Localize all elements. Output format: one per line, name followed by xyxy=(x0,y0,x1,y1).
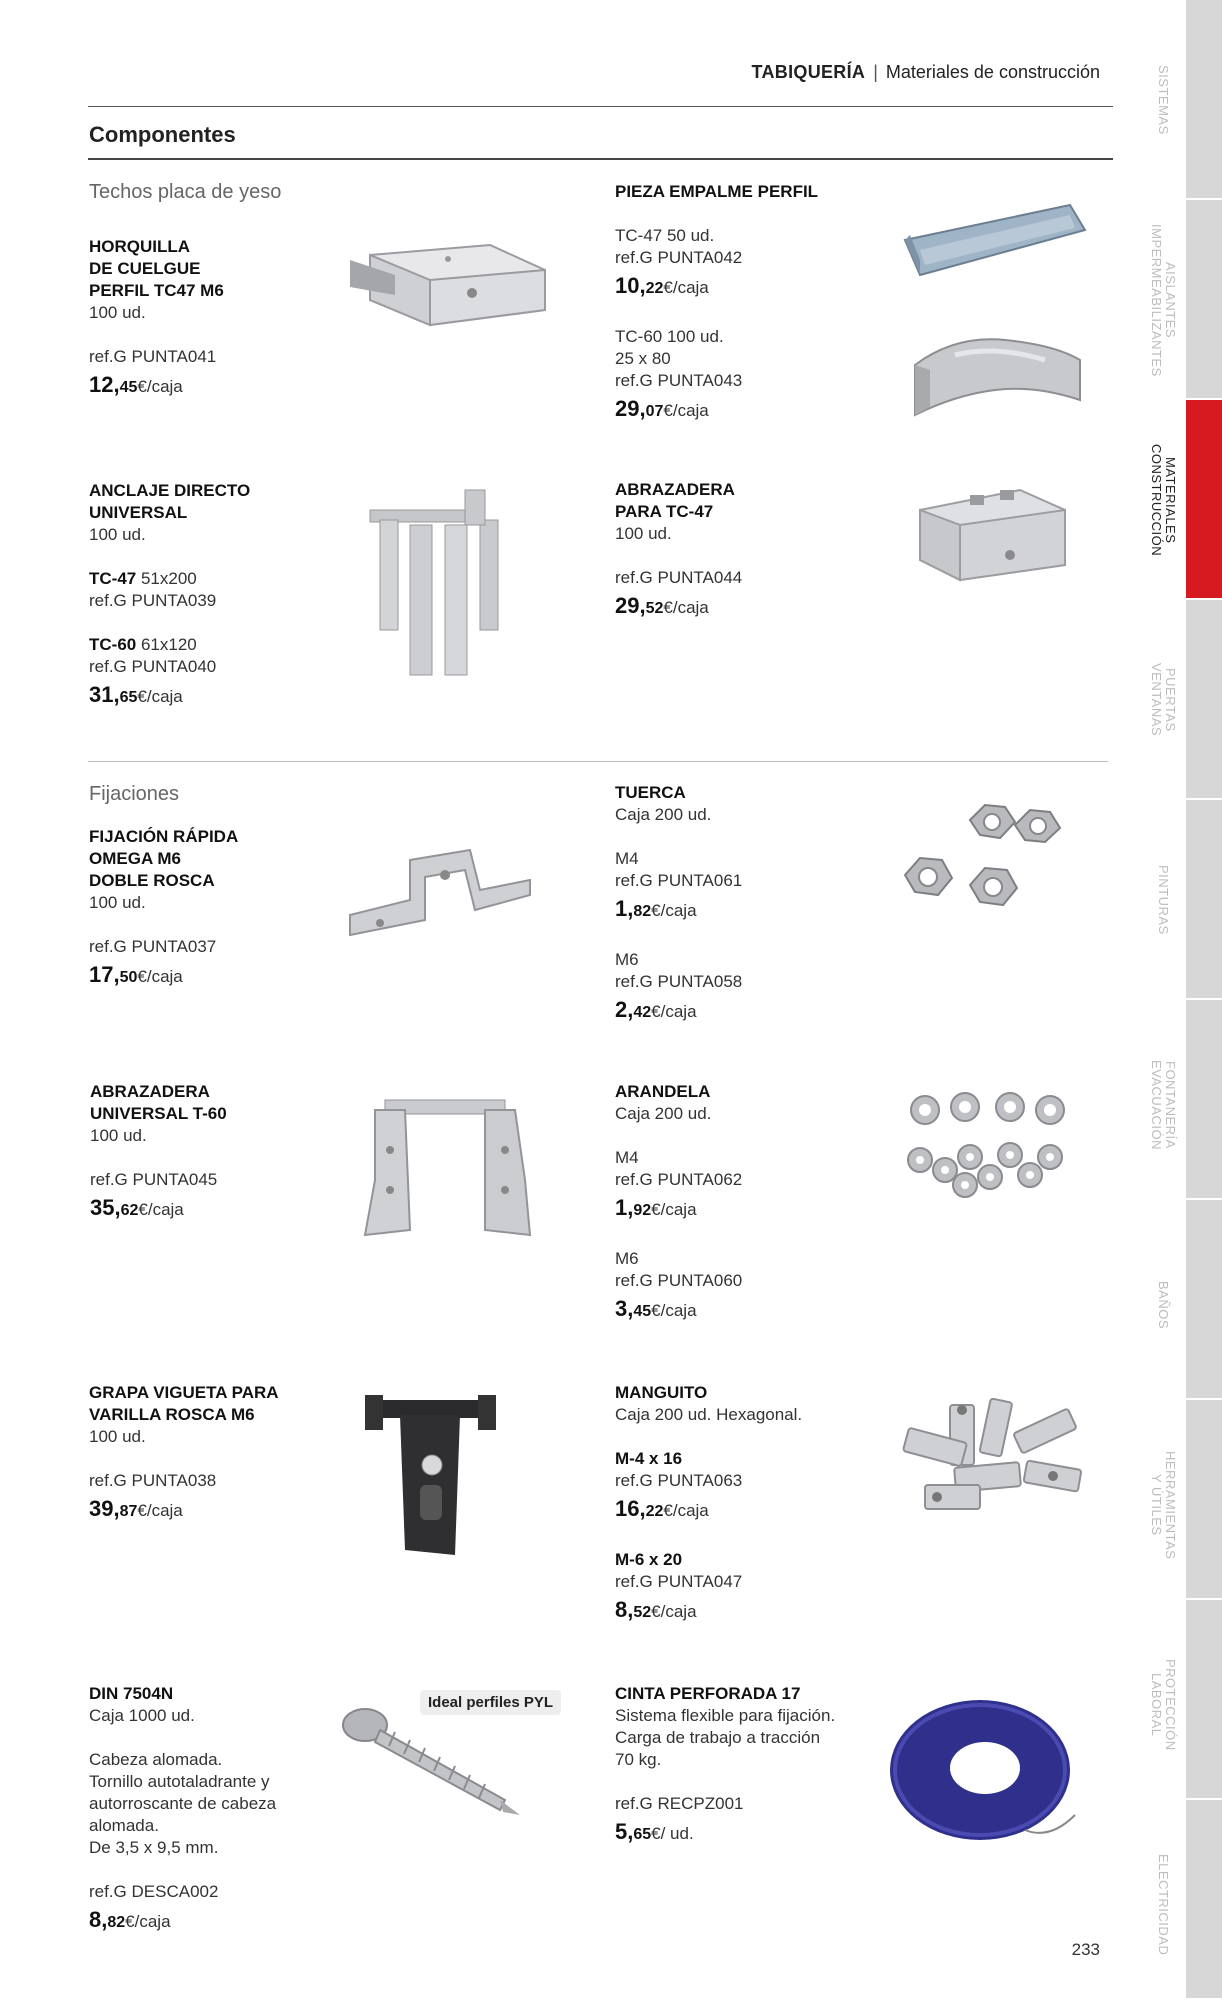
product-ref: ref.G PUNTA063 xyxy=(615,1471,743,1490)
product-name-line: MANGUITO xyxy=(615,1383,708,1402)
sidebar-label[interactable]: FONTANERÍA EVACUACIÓN xyxy=(1149,1060,1178,1150)
product-description-line: autorroscante de cabeza xyxy=(89,1794,277,1813)
product-quantity: 100 ud. xyxy=(89,525,146,544)
product-quantity: Caja 200 ud. xyxy=(615,1104,712,1123)
title-rule xyxy=(88,158,1113,160)
product-name-line: ANCLAJE DIRECTO xyxy=(89,481,251,500)
product-abrazadera-tc47 xyxy=(615,479,885,624)
product-name-line: FIJACIÓN RÁPIDA xyxy=(89,827,239,846)
product-price: 29,52€/caja xyxy=(615,593,709,618)
header-subtitle: Materiales de construcción xyxy=(885,62,1100,82)
product-quantity: 100 ud. xyxy=(615,524,672,543)
product-quantity: 100 ud. xyxy=(90,1126,147,1145)
product-name-line: ABRAZADERA xyxy=(90,1082,210,1101)
sidebar-tab-banos[interactable] xyxy=(1186,1200,1222,1400)
product-ref: ref.G PUNTA044 xyxy=(615,568,743,587)
product-price: 1,92€/caja xyxy=(615,1195,697,1220)
product-cinta-perforada xyxy=(615,1683,885,1850)
sidebar-tab-electricidad[interactable] xyxy=(1186,1800,1222,2000)
product-variant: TC-47 51x200 xyxy=(89,569,197,588)
product-quantity: 100 ud. xyxy=(89,893,146,912)
product-price: 39,87€/caja xyxy=(89,1496,183,1521)
sidebar-tab-fontaneria[interactable] xyxy=(1186,1000,1222,1200)
abrazadera-t60-image xyxy=(355,1090,535,1240)
product-din7504n xyxy=(89,1683,339,1938)
product-price: 10,22€/caja xyxy=(615,273,709,298)
product-anclaje xyxy=(89,480,329,713)
product-name-line: ABRAZADERA xyxy=(615,480,735,499)
product-ref: ref.G PUNTA037 xyxy=(89,937,217,956)
product-price: 29,07€/caja xyxy=(615,396,709,421)
sidebar-label[interactable]: PROTECCIÓN LABORAL xyxy=(1149,1659,1178,1751)
product-price: 16,22€/caja xyxy=(615,1496,709,1521)
manguito-image xyxy=(885,1390,1100,1530)
product-ref: ref.G DESCA002 xyxy=(89,1882,219,1901)
product-description-line: Sistema flexible para fijación. xyxy=(615,1706,836,1725)
section-heading-techos: Techos placa de yeso xyxy=(89,181,282,203)
product-variant: M-6 x 20 xyxy=(615,1550,683,1569)
product-price: 8,82€/caja xyxy=(89,1907,171,1932)
sidebar-label[interactable]: MATERIALES CONSTRUCCIÓN xyxy=(1149,443,1178,557)
product-manguito xyxy=(615,1382,885,1628)
sidebar-tab-sistemas[interactable] xyxy=(1186,0,1222,200)
category-sidebar xyxy=(1186,0,1222,2000)
product-variant: TC-47 50 ud. xyxy=(615,226,715,245)
product-tuerca xyxy=(615,782,885,1028)
product-price: 2,42€/caja xyxy=(615,997,697,1022)
product-horquilla xyxy=(89,236,329,403)
sidebar-label[interactable]: HERRAMIENTAS Y ÚTILES xyxy=(1149,1450,1178,1560)
product-ref: ref.G PUNTA060 xyxy=(615,1271,743,1290)
product-variant: M6 xyxy=(615,1249,639,1268)
product-description-line: 70 kg. xyxy=(615,1750,662,1769)
product-ref: ref.G PUNTA043 xyxy=(615,371,743,390)
product-variant: M4 xyxy=(615,849,639,868)
cinta-image xyxy=(875,1690,1105,1860)
product-pieza-empalme xyxy=(615,181,885,427)
product-name-line: PARA TC-47 xyxy=(615,502,714,521)
sidebar-label[interactable]: PINTURAS xyxy=(1156,865,1171,935)
header-separator: | xyxy=(873,62,878,82)
product-name-line: UNIVERSAL T-60 xyxy=(90,1104,227,1123)
product-name-line: GRAPA VIGUETA PARA xyxy=(89,1383,279,1402)
product-name-line: DIN 7504N xyxy=(89,1684,174,1703)
page-number: 233 xyxy=(1071,1940,1100,1959)
sidebar-tab-puertas[interactable] xyxy=(1186,600,1222,800)
pieza-empalme-tc60-image xyxy=(895,315,1095,435)
abrazadera-tc47-image xyxy=(900,470,1080,595)
sidebar-tab-materiales[interactable] xyxy=(1186,400,1222,600)
header-rule xyxy=(88,106,1113,107)
product-quantity: Caja 200 ud. Hexagonal. xyxy=(615,1405,803,1424)
product-description-line: Cabeza alomada. xyxy=(89,1750,223,1769)
product-ref: ref.G PUNTA040 xyxy=(89,657,217,676)
product-variant: M6 xyxy=(615,950,639,969)
product-price: 17,50€/caja xyxy=(89,962,183,987)
product-ref: ref.G RECPZ001 xyxy=(615,1794,744,1813)
product-description-line: De 3,5 x 9,5 mm. xyxy=(89,1838,219,1857)
sidebar-label[interactable]: BAÑOS xyxy=(1156,1280,1171,1329)
section-divider xyxy=(88,761,1108,762)
product-ref: ref.G PUNTA039 xyxy=(89,591,217,610)
product-name-line: ARANDELA xyxy=(615,1082,711,1101)
product-name-line: TUERCA xyxy=(615,783,686,802)
sidebar-tab-aislantes[interactable] xyxy=(1186,200,1222,400)
product-price: 35,62€/caja xyxy=(90,1195,184,1220)
product-quantity: 100 ud. xyxy=(89,303,146,322)
page-title: Componentes xyxy=(89,122,236,147)
product-ref: ref.G PUNTA047 xyxy=(615,1572,743,1591)
product-description-line: alomada. xyxy=(89,1816,159,1835)
product-price: 12,45€/caja xyxy=(89,372,183,397)
product-name-line: DE CUELGUE xyxy=(89,259,201,278)
product-ref: ref.G PUNTA061 xyxy=(615,871,743,890)
sidebar-label[interactable]: ELECTRICIDAD xyxy=(1156,1854,1171,1956)
product-name-line: CINTA PERFORADA 17 xyxy=(615,1684,801,1703)
pieza-empalme-tc47-image xyxy=(890,180,1100,305)
product-price: 1,82€/caja xyxy=(615,896,697,921)
product-description-line: Tornillo autotaladrante y xyxy=(89,1772,270,1791)
product-variant: M-4 x 16 xyxy=(615,1449,683,1468)
sidebar-label[interactable]: PUERTAS VENTANAS xyxy=(1149,663,1178,737)
grapa-image xyxy=(360,1385,500,1565)
product-name-line: OMEGA M6 xyxy=(89,849,181,868)
product-ref: ref.G PUNTA045 xyxy=(90,1170,218,1189)
product-name-line: PIEZA EMPALME PERFIL xyxy=(615,182,819,201)
product-name-line: UNIVERSAL xyxy=(89,503,188,522)
sidebar-label[interactable]: AISLANTES IMPERMEABILIZANTES xyxy=(1149,223,1178,377)
sidebar-tab-proteccion[interactable] xyxy=(1186,1600,1222,1800)
product-quantity: Caja 200 ud. xyxy=(615,805,712,824)
sidebar-tab-herramientas[interactable] xyxy=(1186,1400,1222,1600)
product-variant: 25 x 80 xyxy=(615,349,671,368)
product-variant: TC-60 61x120 xyxy=(89,635,197,654)
sidebar-tab-pinturas[interactable] xyxy=(1186,800,1222,1000)
product-price: 3,45€/caja xyxy=(615,1296,697,1321)
product-quantity: Caja 1000 ud. xyxy=(89,1706,195,1725)
product-price: 31,65€/caja xyxy=(89,682,183,707)
product-name-line: VARILLA ROSCA M6 xyxy=(89,1405,255,1424)
product-ref: ref.G PUNTA058 xyxy=(615,972,743,991)
product-name-line: HORQUILLA xyxy=(89,237,191,256)
sidebar-label[interactable]: SISTEMAS xyxy=(1156,65,1171,135)
product-variant: M4 xyxy=(615,1148,639,1167)
tuerca-image xyxy=(890,790,1090,930)
product-quantity: 100 ud. xyxy=(89,1427,146,1446)
product-ref: ref.G PUNTA038 xyxy=(89,1471,217,1490)
product-price: 8,52€/caja xyxy=(615,1597,697,1622)
product-name-line: DOBLE ROSCA xyxy=(89,871,215,890)
section-heading-fijaciones: Fijaciones xyxy=(89,783,180,805)
horquilla-image xyxy=(340,215,580,355)
page-header xyxy=(600,62,1100,83)
product-variant: TC-60 100 ud. xyxy=(615,327,724,346)
header-section: TABIQUERÍA xyxy=(751,62,866,82)
product-description-line: Carga de trabajo a tracción xyxy=(615,1728,821,1747)
product-badge: Ideal perfiles PYL xyxy=(420,1690,561,1715)
product-ref: ref.G PUNTA041 xyxy=(89,347,217,366)
product-price: 5,65€/ ud. xyxy=(615,1819,694,1844)
anclaje-image xyxy=(350,480,570,680)
product-ref: ref.G PUNTA062 xyxy=(615,1170,743,1189)
product-grapa xyxy=(89,1382,339,1527)
product-abrazadera-t60 xyxy=(90,1081,330,1226)
product-name-line: PERFIL TC47 M6 xyxy=(89,281,224,300)
product-ref: ref.G PUNTA042 xyxy=(615,248,743,267)
fijacion-rapida-image xyxy=(340,835,540,955)
product-fijacion-rapida xyxy=(89,826,329,993)
product-arandela xyxy=(615,1081,885,1327)
arandela-image xyxy=(895,1085,1095,1210)
